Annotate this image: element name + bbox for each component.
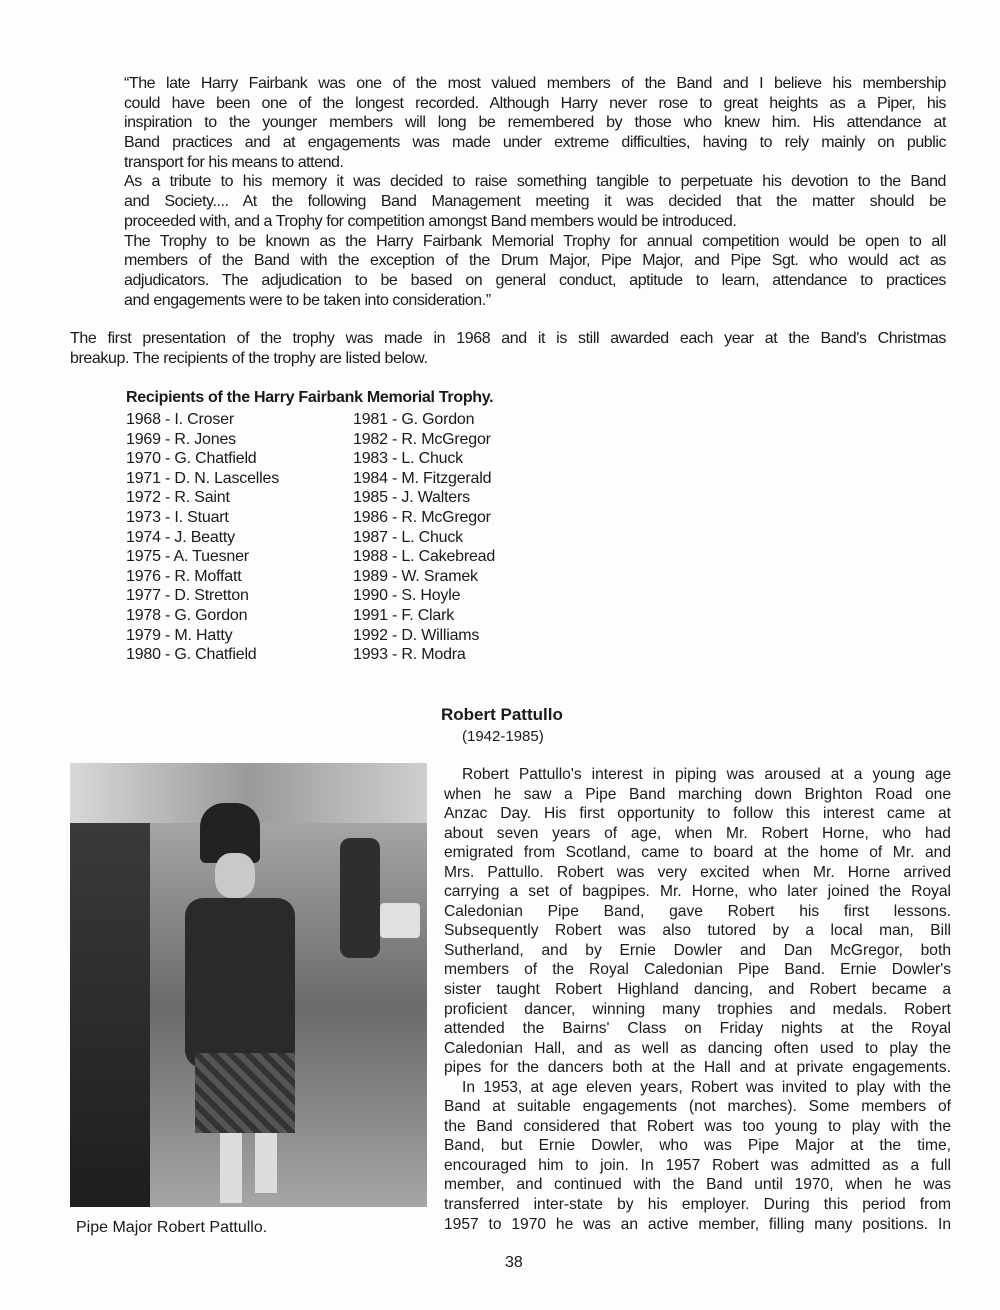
recipients-column-2 — [353, 410, 495, 665]
text-line: Robert Pattullo's interest in piping was aroused at a young age — [462, 766, 951, 783]
text-line: members of the Royal Caledonian Pipe Band. Ernie Dowler's — [444, 961, 951, 979]
text-line: transport for his means to attend. — [124, 153, 344, 171]
recipient-entry: 1981 - G. Gordon — [353, 411, 475, 428]
bio-heading: Robert Pattullo — [441, 705, 563, 724]
text-line: emigrated from Scotland, came to board at the home of Mr. and — [444, 844, 951, 862]
text-line: members of the Band with the exception of the Drum Major, Pipe Major, and Pipe Sgt. who would act as — [124, 252, 946, 270]
text-line: Sutherland, and by Ernie Dowler and Dan McGregor, both — [444, 941, 951, 959]
text-line: Subsequently Robert was also tutored by a local man, Bill — [444, 922, 951, 940]
text-line: proceeded with, and a Trophy for competition amongst Band members would be introduced. — [124, 212, 737, 230]
recipient-entry: 1982 - R. McGregor — [353, 430, 491, 448]
bio-text — [444, 765, 951, 1234]
recipient-entry: 1991 - F. Clark — [353, 606, 455, 624]
text-line: adjudicators. The adjudication to be based on general conduct, aptitude to learn, attendance to practices — [124, 271, 946, 289]
text-line: breakup. The recipients of the trophy are listed below. — [70, 349, 428, 367]
text-line: Band at suitable engagements (not marches). Some members of — [444, 1098, 951, 1116]
recipient-entry: 1983 - L. Chuck — [353, 450, 463, 468]
recipients-column-1 — [126, 410, 279, 665]
recipient-entry: 1987 - L. Chuck — [353, 528, 463, 546]
text-line: attended the Bairns' Class on Friday nights at the Royal — [444, 1020, 951, 1038]
recipient-entry: 1993 - R. Modra — [353, 646, 466, 664]
text-line: could have been one of the longest recorded. Although Harry never rose to great heights as a Piper, his — [124, 94, 946, 112]
text-line: Mrs. Pattullo. Robert was very excited when Mr. Horne arrived — [444, 863, 951, 881]
recipient-entry: 1977 - D. Stretton — [126, 587, 249, 605]
recipient-entry: 1978 - G. Gordon — [126, 606, 248, 624]
text-line: sister taught Robert Highland dancing, and Robert became a — [444, 981, 951, 999]
text-line: The Trophy to be known as the Harry Fairbank Memorial Trophy for annual competition would be open to all — [124, 232, 946, 250]
text-line: and engagements were to be taken into consideration.” — [124, 291, 491, 309]
recipient-entry: 1971 - D. N. Lascelles — [126, 469, 280, 487]
text-line: Anzac Day. His first opportunity to follow this interest came at — [444, 805, 951, 823]
photo-caption: Pipe Major Robert Pattullo. — [76, 1219, 268, 1236]
recipient-entry: 1969 - R. Jones — [126, 430, 236, 448]
text-line: the Band considered that Robert was too young to play with the — [444, 1117, 951, 1135]
text-line: carrying a set of bagpipes. Mr. Horne, who later joined the Royal — [444, 883, 951, 901]
text-line: The first presentation of the trophy was made in 1968 and it is still awarded each year at the Band's Christmas — [70, 330, 946, 347]
recipient-entry: 1979 - M. Hatty — [126, 626, 233, 644]
recipient-entry: 1984 - M. Fitzgerald — [353, 469, 492, 487]
text-line: Band practices and at engagements was made under extreme difficulties, having to rely mainly on public — [124, 134, 946, 152]
text-line: As a tribute to his memory it was decided to raise something tangible to perpetuate his devotion to the Band — [124, 173, 946, 191]
text-line: proficient dancer, winning many trophies and medals. Robert — [444, 1000, 951, 1018]
recipient-entry: 1988 - L. Cakebread — [353, 548, 496, 566]
intro-paragraph — [70, 329, 946, 368]
recipient-entry: 1992 - D. Williams — [353, 626, 480, 644]
text-line: member, and continued with the Band until 1970, when he was — [444, 1176, 951, 1194]
text-line: inspiration to the younger members will long be remembered by those who knew him. His attendance at — [124, 114, 946, 132]
photo-pipe-major-marching — [70, 763, 427, 1207]
recipient-entry: 1986 - R. McGregor — [353, 508, 491, 526]
recipient-entry: 1973 - I. Stuart — [126, 508, 229, 526]
text-line: 1957 to 1970 he was an active member, filling many positions. In — [444, 1215, 951, 1233]
text-line: “The late Harry Fairbank was one of the most valued members of the Band and I believe his membership — [124, 75, 946, 92]
recipient-entry: 1974 - J. Beatty — [126, 528, 235, 546]
text-line: when he saw a Pipe Band marching down Brighton Road one — [444, 785, 951, 803]
text-line: pipes for the dancers both at the Hall and at private engagements. — [444, 1059, 951, 1077]
recipient-entry: 1985 - J. Walters — [353, 489, 470, 507]
recipient-entry: 1989 - W. Sramek — [353, 567, 478, 585]
text-line: Caledonian Hall, and as well as dancing often used to play the — [444, 1039, 951, 1057]
page-number: 38 — [505, 1254, 523, 1271]
recipient-entry: 1972 - R. Saint — [126, 489, 230, 507]
quoted-passage — [124, 74, 946, 310]
text-line: In 1953, at age eleven years, Robert was invited to play with the — [462, 1078, 951, 1096]
text-line: transferred inter-state by his employer. During this period from — [444, 1196, 951, 1214]
bio-dates: (1942-1985) — [462, 728, 544, 745]
text-line: encouraged him to join. In 1957 Robert was admitted as a full — [444, 1156, 951, 1174]
recipient-entry: 1970 - G. Chatfield — [126, 450, 257, 468]
text-line: Band, but Ernie Dowler, who was Pipe Major at the time, — [444, 1137, 951, 1155]
recipient-entry: 1976 - R. Moffatt — [126, 567, 242, 585]
recipient-entry: 1975 - A. Tuesner — [126, 548, 249, 566]
recipient-entry: 1990 - S. Hoyle — [353, 587, 461, 605]
recipients-list-title: Recipients of the Harry Fairbank Memorial Trophy. — [126, 389, 494, 406]
text-line: about seven years of age, when Mr. Robert Horne, who had — [444, 824, 951, 842]
text-line: Caledonian Pipe Band, gave Robert his first lessons. — [444, 902, 951, 920]
text-line: and Society.... At the following Band Management meeting it was decided that the matter should be — [124, 193, 946, 211]
recipient-entry: 1980 - G. Chatfield — [126, 646, 257, 664]
recipient-entry: 1968 - I. Croser — [126, 411, 234, 428]
